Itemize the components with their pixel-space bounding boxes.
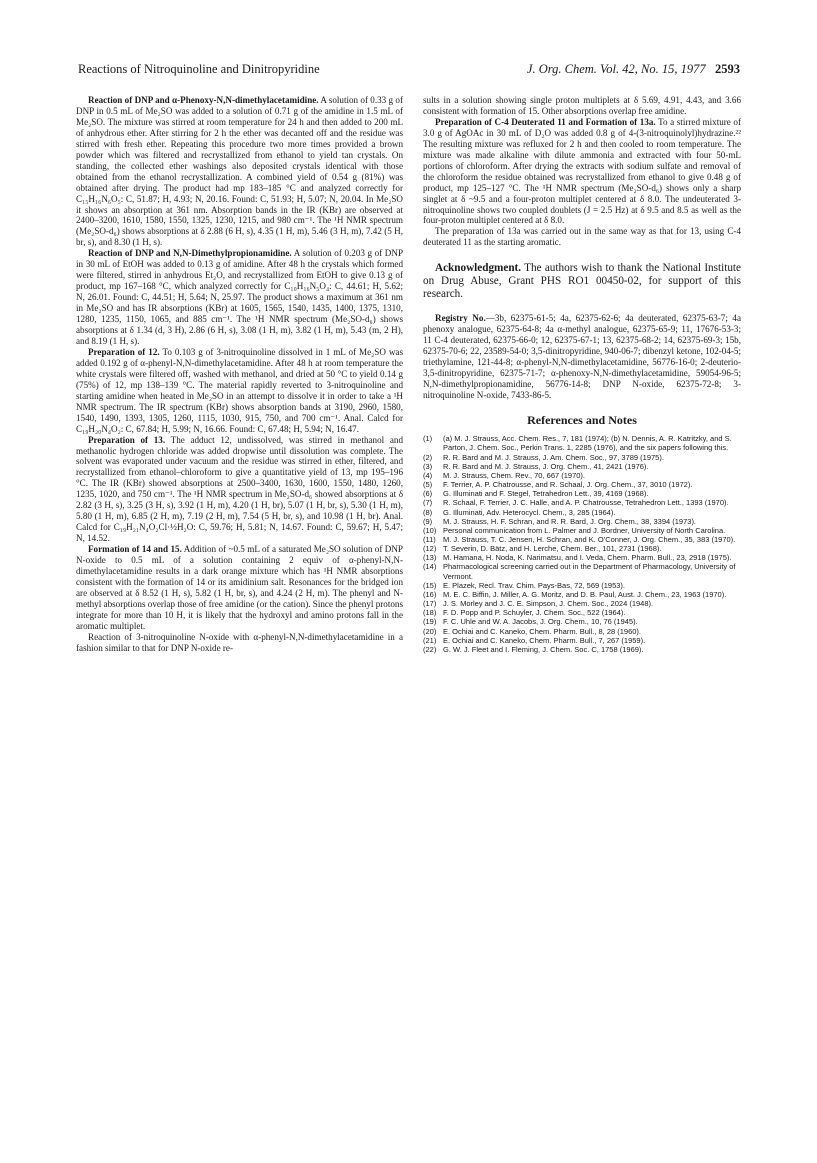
reference-item <box>423 608 741 617</box>
right-column <box>423 95 741 654</box>
reference-number: (18) <box>423 608 437 618</box>
reference-text: G. Illuminati and F. Stegel, Tetrahedron Lett., 39, 4169 (1968). <box>443 489 649 499</box>
paragraph <box>76 95 403 248</box>
paragraph-text: Reaction of 3-nitroquinoline N-oxide with α-phenyl-N,N-dimethylacetamidine in a fashion similar to that for DNP N-oxide re- <box>76 631 403 653</box>
reference-text: J. S. Morley and J. C. E. Simpson, J. Chem. Soc., 2024 (1948). <box>443 599 654 609</box>
acknowledgment-title: Acknowledgment. <box>435 262 522 275</box>
reference-number: (15) <box>423 580 437 590</box>
reference-text: Pharmacological screening carried out in the Department of Pharmacology, University of Vermont. <box>443 562 736 581</box>
paragraph-text: The adduct 12, undissolved, was stirred in methanol and methanolic hydrogen chloride was added dropwise until dissolution was complete. The solvent was evaporated under vacuum and the residue was stirred in ether, filtered, and recrystallized from ethanol–chloroform to give a quantitative yield of 13, mp 195–196 °C. The IR (KBr) showed absorptions at 2500–3400, 1630, 1600, 1550, 1480, 1260, 1235, 1020, and 750 cm⁻¹. The ¹H NMR spectrum in Me₂SO-d₆ showed absorptions at δ 2.82 (3 H, s), 3.25 (3 H, s), 3.92 (1 H, m), 4.20 (1 H, br), 5.07 (1 H, br, s), 5.30 (1 H, m), 5.80 (1 H, m), 6.85 (2 H, m), 7.19 (2 H, m), 7.54 (5 H, br, s), and 10.98 (1 H, br). Anal. Calcd for C₁₉H₂₁N₄O₂Cl·½H₂O: C, 59.76; H, 5.81; N, 14.67. Found: C, 59.67; H, 5.47; N, 14.52. <box>76 434 403 544</box>
reference-text: E. Ochiai and C. Kaneko, Chem. Pharm. Bull., 7, 267 (1959). <box>443 635 646 645</box>
reference-number: (6) <box>423 489 433 499</box>
reference-item <box>423 562 741 580</box>
reference-text: R. Schaal, F. Terrier, J. C. Halle, and A. P. Chatrousse, Tetrahedron Lett., 1393 (1970). <box>443 498 729 508</box>
reference-item <box>423 544 741 553</box>
reference-item <box>423 517 741 526</box>
reference-item <box>423 599 741 608</box>
reference-item <box>423 617 741 626</box>
reference-number: (8) <box>423 507 433 517</box>
reference-text: M. J. Strauss, T. C. Jensen, H. Schran, and K. O'Conner, J. Org. Chem., 35, 383 (1970). <box>443 535 736 545</box>
reference-item <box>423 462 741 471</box>
registry-title: Registry No. <box>435 313 486 324</box>
reference-item <box>423 508 741 517</box>
paragraph-text: To a stirred mixture of 3.0 g of AgOAc in 30 mL of D₂O was added 0.8 g of 4-(3-nitroquinolyl)hydrazine.²² The resulting mixture was refluxed for 2 h and then cooled to room temperature. The mixture was made alkaline with dilute ammonia and extracted with four 50-mL portions of chloroform. After drying the extracts with sodium sulfate and removal of the chloroform the residue obtained was recrystallized from ethanol to give 0.48 g of product, mp 125–127 °C. The ¹H NMR spectrum (Me₂SO-d₆) shows only a sharp singlet at δ ~9.5 and a four-proton multiplet centered at δ 8.0. The undeuterated 3-nitroquinoline shows two coupled doublets (J = 2.5 Hz) at δ 9.5 and 8.5 as well as the four-proton multiplet centered at δ 8.0. <box>423 116 741 226</box>
paragraph <box>76 435 403 545</box>
reference-item <box>423 434 741 452</box>
references-list <box>423 434 741 654</box>
paragraph-text: A solution of 0.203 g of DNP in 30 mL of EtOH was added to 0.13 g of amidine. After 48 h the crystals which formed were filtered, stirred in anhydrous Et₂O, and recrystallized from EtOH to give 0.13 g of product, mp 167–168 °C, which analyzed correctly for C₁₀H₁₆N₅O₄: C, 44.61; H, 5.62; N, 26.01. Found: C, 44.51; H, 5.64; N, 25.97. The product shows a maximum at 361 nm in Me₂SO and has IR absorptions (KBr) at 1605, 1565, 1540, 1435, 1400, 1375, 1310, 1280, 1235, 1150, 1065, and 885 cm⁻¹. The ¹H NMR spectrum (Me₂SO-d₆) shows absorptions at δ 1.34 (d, 3 H), 2.86 (6 H, s), 3.08 (1 H, m), 3.82 (1 H, m), 5.43 (m, 2 H), and 8.19 (1 H, s). <box>76 248 403 346</box>
paragraph-text: The preparation of 13a was carried out in the same way as that for 13, using C-4 deuterated 11 as the starting aromatic. <box>423 226 741 248</box>
reference-item <box>423 526 741 535</box>
reference-item <box>423 590 741 599</box>
reference-text: G. W. J. Fleet and I. Fleming, J. Chem. Soc. C, 1758 (1969). <box>443 644 644 654</box>
page-number: 2593 <box>715 62 740 76</box>
reference-text: T. Severin, D. Bätz, and H. Lerche, Chem. Ber., 101, 2731 (1968). <box>443 544 662 554</box>
running-title: Reactions of Nitroquinoline and Dinitropyridine <box>78 62 320 76</box>
registry-text: —3b, 62375-61-5; 4a, 62375-62-6; 4a deuterated, 62375-63-7; 4a phenoxy analogue, 62375-64-8; 4a α-methyl analogue, 62375-65-9; 11, 17676-53-3; 11 C-4 deuterated, 62375-66-0; 12, 62375-67-1; 13, 62375-68-2; 14, 62375-69-3; 15b, 62375-70-6; 22, 23589-54-0; 3,5-dinitropyridine, 940-06-7; dibenzyl ketone, 102-04-5; triethylamine, 121-44-8; α-phenyl-N,N-dimethylacetamidine, 56776-16-0; 2-deuterio-3,5-dinitropyridine, 62375-71-7; α-phenoxy-N,N-dimethylacetamidine, 59054-96-5; N,N-dimethylpropionamidine, 56776-14-8; DNP N-oxide, 62375-72-8; 3-nitroquinoline N-oxide, 7433-86-5. <box>423 313 741 401</box>
reference-item <box>423 498 741 507</box>
registry-numbers <box>423 313 741 401</box>
reference-text: G. Illuminati, Adv. Heterocycl. Chem., 3, 285 (1964). <box>443 507 616 517</box>
reference-number: (21) <box>423 635 437 645</box>
paragraph <box>76 544 403 632</box>
reference-number: (9) <box>423 516 433 526</box>
references-heading: References and Notes <box>527 413 637 428</box>
reference-text: F. D. Popp and P. Schuyler, J. Chem. Soc., 522 (1964). <box>443 608 626 618</box>
reference-number: (13) <box>423 553 437 563</box>
reference-number: (19) <box>423 617 437 627</box>
paragraph <box>76 248 403 347</box>
section-title: Reaction of DNP and α-Phenoxy-N,N-dimethylacetamidine. <box>88 95 319 105</box>
reference-text: Personal communication from L. Palmer and J. Bordner, University of North Carolina. <box>443 525 726 535</box>
acknowledgment <box>423 262 741 301</box>
reference-text: R. R. Bard and M. J. Strauss, J. Am. Chem. Soc., 97, 3789 (1975). <box>443 452 664 462</box>
reference-number: (16) <box>423 589 437 599</box>
section-title: Preparation of C-4 Deuterated 11 and Formation of 13a. <box>435 116 656 127</box>
reference-item <box>423 627 741 636</box>
reference-text: (a) M. J. Strauss, Acc. Chem. Res., 7, 181 (1974); (b) N. Dennis, A. R. Katritzky, and S. Parton, J. Chem. Soc., Perkin Trans. 1, 2285 (1976), and the six papers following this. <box>443 434 732 453</box>
section-title: Formation of 14 and 15. <box>88 544 182 555</box>
reference-number: (22) <box>423 644 437 654</box>
reference-text: F. C. Uhle and W. A. Jacobs, J. Org. Chem., 10, 76 (1945). <box>443 617 638 627</box>
reference-number: (7) <box>423 498 433 508</box>
reference-item <box>423 636 741 645</box>
section-title: Preparation of 13. <box>88 434 166 445</box>
paragraph <box>76 347 403 435</box>
reference-number: (12) <box>423 544 437 554</box>
paragraph-text: sults in a solution showing single proton multiplets at δ 5.69, 4.91, 4.43, and 3.66 consistent with formation of 15. Other absorptions overlap free amidine. <box>423 95 741 116</box>
reference-item <box>423 489 741 498</box>
reference-number: (14) <box>423 562 437 572</box>
reference-item <box>423 480 741 489</box>
reference-item <box>423 453 741 462</box>
reference-number: (20) <box>423 626 437 636</box>
reference-number: (4) <box>423 470 433 480</box>
reference-text: M. J. Strauss, H. F. Schran, and R. R. Bard, J. Org. Chem., 38, 3394 (1973). <box>443 516 697 526</box>
reference-item <box>423 553 741 562</box>
reference-number: (11) <box>423 535 436 545</box>
reference-text: F. Terrier, A. P. Chatrousse, and R. Schaal, J. Org. Chem., 37, 3010 (1972). <box>443 480 693 490</box>
reference-text: M. E. C. Biffin, J. Miller, A. G. Moritz, and D. B. Paul, Aust. J. Chem., 23, 1963 (1970). <box>443 589 727 599</box>
reference-text: E. Plazek, Recl. Trav. Chim. Pays-Bas, 72, 569 (1953). <box>443 580 626 590</box>
reference-text: M. Hamana, H. Noda, K. Narimatsu, and I. Veda, Chem. Pharm. Bull., 23, 2918 (1975). <box>443 553 732 563</box>
reference-text: M. J. Strauss, Chem. Rev., 70, 667 (1970). <box>443 470 586 480</box>
paragraph <box>423 117 741 227</box>
reference-item <box>423 535 741 544</box>
paragraph-text: A solution of 0.33 g of DNP in 0.5 mL of Me₂SO was added to a solution of 0.71 g of the amidine in 1.5 mL of Me₂SO. The mixture was stirred at room temperature for 24 h and then added to 200 mL of anhydrous ether. After stirring for 2 h the ether was decanted off and the residue was stirred with fresh ether. Repeating this procedure two more times provided a brown powder which was filtered and recrystallized from ethanol to yield tan crystals. On standing, the collected ether washings also deposited crystals identical with those obtained from the ethanol recrystallization. A combined yield of 0.54 g (81%) was obtained after drying. The product had mp 183–185 °C and analyzed correctly for C₁₅H₁₆N₆O₅: C, 51.87; H, 4.93; N, 20.16. Found: C, 51.93; H, 5.07; N, 20.04. In Me₂SO it shows an absorption at 361 nm. Absorption bands in the IR (KBr) are observed at 2400–3200, 1610, 1580, 1550, 1325, 1230, 1215, and 980 cm⁻¹. The ¹H NMR spectrum (Me₂SO-d₆) shows absorptions at δ 2.88 (6 H, s), 4.35 (1 H, m), 5.46 (3 H, m), 7.42 (5 H, br, s), and 8.30 (1 H, s). <box>76 95 403 248</box>
journal-citation-text: J. Org. Chem. Vol. 42, No. 15, 1977 <box>526 62 706 76</box>
reference-item <box>423 645 741 654</box>
paragraph-text: To 0.103 g of 3-nitroquinoline dissolved in 1 mL of Me₂SO was added 0.192 g of α-phenyl-N,N-dimethylacetamidine. After 48 h at room temperature the white crystals were filtered off, washed with methanol, and dried at 50 °C to yield 0.14 g (75%) of 12, mp 138–139 °C. The material rapidly reverted to 3-nitroquinoline and starting amidine when heated in Me₂SO in an attempt to dissolve it in order to take a ¹H NMR spectrum. The IR spectrum (KBr) shows absorption bands at 3190, 2960, 1580, 1540, 1490, 1393, 1305, 1260, 1115, 1030, 915, 750, and 700 cm⁻¹. Anal. Calcd for C₁₉H₂₀N₄O₂: C, 67.84; H, 5.99; N, 16.66. Found: C, 67.48; H, 5.94; N, 16.47. <box>76 346 403 434</box>
reference-number: (1) <box>423 434 433 444</box>
section-title: Reaction of DNP and N,N-Dimethylpropionamidine. <box>88 248 292 259</box>
reference-number: (17) <box>423 599 437 609</box>
reference-number: (5) <box>423 480 433 490</box>
paragraph <box>423 226 741 248</box>
running-header <box>78 62 740 77</box>
reference-text: E. Ochiai and C. Kaneko, Chem. Pharm. Bull., 8, 28 (1960). <box>443 626 642 636</box>
left-column <box>76 95 403 654</box>
section-title: Preparation of 12. <box>88 346 160 357</box>
paragraph-text: Addition of ~0.5 mL of a saturated Me₂SO solution of DNP N-oxide to 0.5 mL of a solution containing 2 equiv of α-phenyl-N,N-dimethylacetamidine results in a dark orange mixture which has ¹H NMR absorptions consistent with the formation of 14 or its amidinium salt. Resonances for the bridged ion are observed at δ 8.52 (1 H, s), 5.82 (1 H, br, s), and 4.24 (2 H, m). The phenyl and N-methyl absorptions overlap those of free amidine (or the cation). Since the phenyl protons integrate for more than 10 H, it is likely that the hydroxyl and amino protons fall in the aromatic multiplet. <box>76 544 403 631</box>
reference-item <box>423 581 741 590</box>
paragraph <box>76 632 403 654</box>
paragraph <box>423 95 741 117</box>
reference-number: (3) <box>423 461 433 471</box>
journal-citation <box>527 62 740 77</box>
reference-number: (10) <box>423 525 437 535</box>
reference-text: R. R. Bard and M. J. Strauss, J. Org. Chem., 41, 2421 (1976). <box>443 461 649 471</box>
reference-number: (2) <box>423 452 433 462</box>
acknowledgment-text: The authors wish to thank the National Institute on Drug Abuse, Grant PHS RO1 00450-02, for support of this research. <box>423 262 741 301</box>
reference-item <box>423 471 741 480</box>
